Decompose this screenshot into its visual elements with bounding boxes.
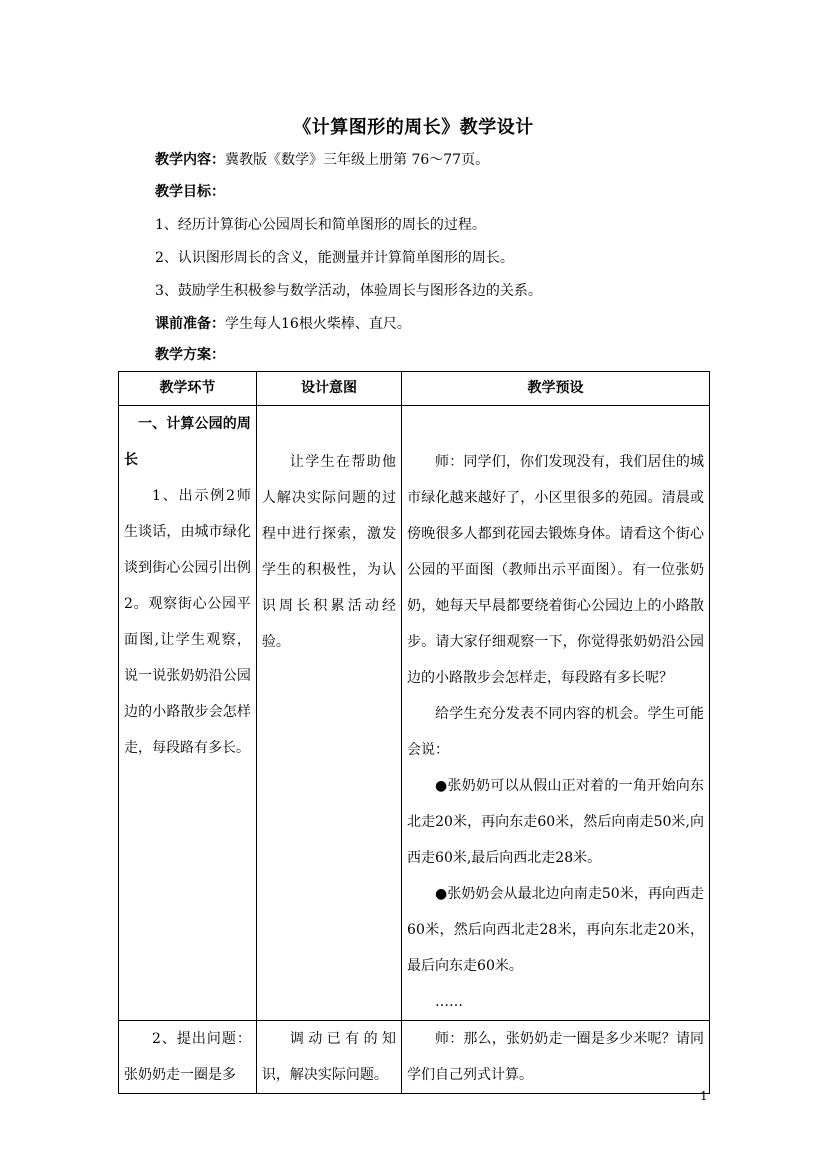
row1-heading: 一、计算公园的周长 [124,416,251,468]
header-teaching-stage: 教学环节 [119,372,257,406]
row1-preset-para-2: 给学生充分发表不同内容的机会。学生可能会说： [407,706,704,758]
row2-preset-cell [402,1021,710,1094]
row2-intent-cell [256,1021,401,1094]
header-design-intent: 设计意图 [256,372,401,406]
table-row [119,406,710,1021]
prep-label: 课前准备： [155,316,225,332]
row1-preset-para-5: …… [435,994,464,1010]
row1-intent-cell [256,406,401,1021]
header-teaching-preset: 教学预设 [402,372,710,406]
row1-preset-cell [402,406,710,1021]
page-number: 1 [700,1089,708,1103]
row2-stage-cell [119,1021,257,1094]
row1-stage-text: 1、出示例2师生谈话，由城市绿化谈到街心公园引出例2。观察街心公园平面图,让学生观察，说一说张奶奶沿公园边的小路散步会怎样走，每段路有多长。 [124,488,251,756]
row1-preset-para-3: ●张奶奶可以从假山正对着的一角开始向东北走20米，再向东走60米，然后向南走50米,向西走60米,最后向西北走28米。 [407,778,704,866]
content-line [155,150,489,170]
document-title: 《计算图形的周长》教学设计 [293,117,534,138]
goal-item-1: 1、经历计算街心公园周长和简单图形的周长的过程。 [155,217,486,233]
row1-preset-para-1: 师：同学们，你们发现没有，我们居住的城市绿化越来越好了，小区里很多的苑园。清晨或傍晚很多人都到花园去锻炼身体。请看这个街心公园的平面图（教师出示平面图）。有一位张奶奶，她每天早晨都要绕着街心公园边上的小路散步。请大家仔细观察一下，你觉得张奶奶沿公园边的小路散步会怎样走，每段路有多长呢？ [407,454,704,686]
table-header-row [119,372,710,406]
row2-intent-text: 调动已有的知识，解决实际问题。 [261,1031,397,1083]
row1-preset-para-4: ●张奶奶会从最北边向南走50米，再向西走60米，然后向西北走28米，再向东北走20米，最后向东走60米。 [407,886,704,974]
row2-stage-text: 2、提出问题：张奶奶走一圈是多 [124,1031,251,1083]
content-text: 冀教版《数学》三年级上册第 76～77页。 [225,152,490,168]
row1-stage-cell [119,406,257,1021]
content-label: 教学内容： [155,152,225,168]
prep-line [155,314,411,334]
lesson-plan-table [118,371,710,1094]
goal-item-3: 3、鼓励学生积极参与数学活动，体验周长与图形各边的关系。 [155,283,542,299]
goal-item-2: 2、认识图形周长的含义，能测量并计算简单图形的周长。 [155,250,514,266]
row2-preset-text: 师：那么，张奶奶走一圈是多少米呢？请同学们自己列式计算。 [407,1031,704,1083]
goals-label: 教学目标： [155,184,225,200]
row1-intent-text: 让学生在帮助他人解决实际问题的过程中进行探索，激发学生的积极性，为认识周长积累活动经验。 [261,454,397,650]
plan-label: 教学方案： [155,347,225,363]
prep-text: 学生每人16根火柴棒、直尺。 [225,316,411,332]
table-row [119,1021,710,1094]
